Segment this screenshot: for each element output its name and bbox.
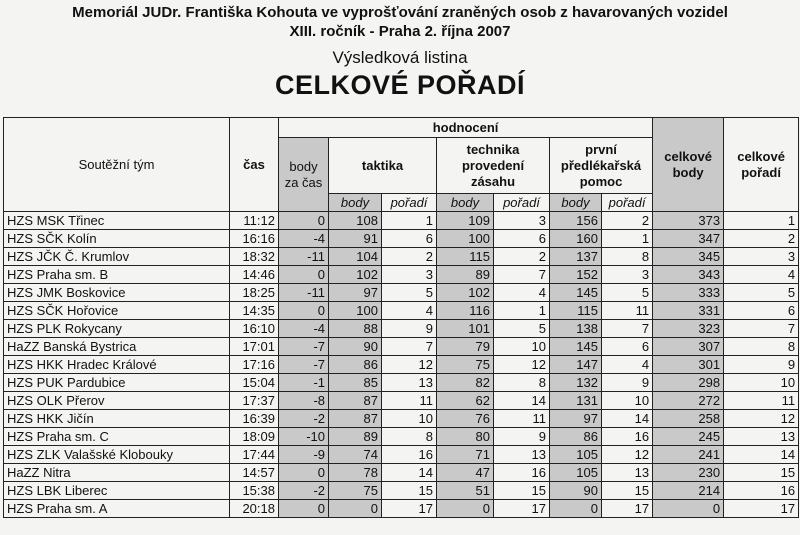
cell-total-rank: 8 [724,338,799,356]
cell-technique-points: 101 [437,320,494,338]
cell-first-aid-points: 105 [550,464,602,482]
cell-tactics-rank: 17 [382,500,437,518]
table-row [4,302,799,320]
cell-first-aid-rank: 15 [602,482,653,500]
header-technique-rank: pořadí [494,194,550,212]
cell-first-aid-rank: 9 [602,374,653,392]
cell-tactics-points: 87 [329,392,382,410]
cell-time: 11:12 [230,212,279,230]
header-first-aid: první předlékařská pomoc [550,138,653,194]
cell-tactics-rank: 10 [382,410,437,428]
cell-tactics-points: 104 [329,248,382,266]
cell-total-points: 241 [653,446,724,464]
table-row [4,410,799,428]
cell-tactics-points: 86 [329,356,382,374]
cell-total-rank: 9 [724,356,799,374]
results-label: Výsledková listina [332,48,468,67]
cell-total-rank: 13 [724,428,799,446]
table-row [4,212,799,230]
cell-tactics-rank: 3 [382,266,437,284]
cell-first-aid-points: 156 [550,212,602,230]
cell-technique-points: 80 [437,428,494,446]
cell-first-aid-rank: 5 [602,284,653,302]
cell-total-points: 323 [653,320,724,338]
cell-team: HZS JČK Č. Krumlov [4,248,230,266]
cell-total-rank: 4 [724,266,799,284]
cell-total-rank: 12 [724,410,799,428]
cell-time: 18:25 [230,284,279,302]
table-row [4,392,799,410]
cell-total-rank: 7 [724,320,799,338]
header-total-points: celkové body [653,118,724,212]
cell-first-aid-points: 145 [550,284,602,302]
cell-total-rank: 10 [724,374,799,392]
cell-first-aid-rank: 11 [602,302,653,320]
cell-time-points: -11 [279,284,329,302]
table-row [4,374,799,392]
cell-tactics-points: 85 [329,374,382,392]
cell-total-rank: 1 [724,212,799,230]
cell-first-aid-rank: 14 [602,410,653,428]
cell-tactics-rank: 15 [382,482,437,500]
cell-total-points: 258 [653,410,724,428]
cell-first-aid-rank: 8 [602,248,653,266]
cell-technique-points: 100 [437,230,494,248]
cell-time: 20:18 [230,500,279,518]
cell-tactics-rank: 2 [382,248,437,266]
cell-technique-rank: 7 [494,266,550,284]
cell-tactics-points: 100 [329,302,382,320]
cell-first-aid-points: 152 [550,266,602,284]
cell-tactics-rank: 1 [382,212,437,230]
cell-tactics-points: 0 [329,500,382,518]
cell-team: HZS Praha sm. B [4,266,230,284]
header-first-aid-rank: pořadí [602,194,653,212]
cell-first-aid-rank: 7 [602,320,653,338]
header-time-points: body za čas [279,138,329,212]
cell-tactics-rank: 14 [382,464,437,482]
cell-total-rank: 2 [724,230,799,248]
cell-total-points: 230 [653,464,724,482]
cell-time: 16:39 [230,410,279,428]
cell-team: HZS Praha sm. A [4,500,230,518]
cell-tactics-rank: 8 [382,428,437,446]
cell-team: HZS PLK Rokycany [4,320,230,338]
header-team: Soutěžní tým [4,118,230,212]
cell-first-aid-points: 145 [550,338,602,356]
cell-tactics-rank: 9 [382,320,437,338]
table-row [4,356,799,374]
table-row [4,446,799,464]
cell-tactics-points: 87 [329,410,382,428]
cell-first-aid-rank: 6 [602,338,653,356]
cell-first-aid-rank: 2 [602,212,653,230]
header-total-rank: celkové pořadí [724,118,799,212]
event-title: Memoriál JUDr. Františka Kohouta ve vyprošťování zraněných osob z havarovaných vozidel [72,4,728,21]
cell-tactics-rank: 4 [382,302,437,320]
cell-team: HZS SČK Kolín [4,230,230,248]
cell-time-points: 0 [279,212,329,230]
cell-tactics-rank: 16 [382,446,437,464]
table-row [4,230,799,248]
table-row [4,428,799,446]
cell-technique-rank: 3 [494,212,550,230]
table-row [4,284,799,302]
cell-technique-points: 82 [437,374,494,392]
cell-first-aid-points: 131 [550,392,602,410]
cell-time-points: -4 [279,320,329,338]
cell-team: HZS LBK Liberec [4,482,230,500]
cell-technique-rank: 5 [494,320,550,338]
cell-first-aid-points: 138 [550,320,602,338]
cell-time: 15:38 [230,482,279,500]
cell-first-aid-rank: 3 [602,266,653,284]
table-row [4,266,799,284]
cell-team: HaZZ Nitra [4,464,230,482]
cell-time-points: -9 [279,446,329,464]
event-subtitle: XIII. ročník - Praha 2. října 2007 [289,23,511,40]
cell-time: 18:32 [230,248,279,266]
cell-total-rank: 14 [724,446,799,464]
cell-first-aid-points: 137 [550,248,602,266]
cell-time-points: -2 [279,482,329,500]
cell-technique-points: 79 [437,338,494,356]
cell-technique-rank: 2 [494,248,550,266]
cell-total-points: 298 [653,374,724,392]
cell-technique-rank: 17 [494,500,550,518]
results-table [3,117,799,518]
cell-total-rank: 6 [724,302,799,320]
cell-time: 15:04 [230,374,279,392]
cell-tactics-points: 108 [329,212,382,230]
cell-time-points: -7 [279,338,329,356]
cell-total-rank: 3 [724,248,799,266]
header-time: čas [230,118,279,212]
cell-technique-rank: 8 [494,374,550,392]
cell-tactics-points: 88 [329,320,382,338]
cell-tactics-points: 75 [329,482,382,500]
cell-technique-rank: 11 [494,410,550,428]
cell-first-aid-points: 115 [550,302,602,320]
cell-technique-points: 62 [437,392,494,410]
cell-total-rank: 5 [724,284,799,302]
cell-time: 17:01 [230,338,279,356]
cell-technique-points: 102 [437,284,494,302]
cell-time: 17:44 [230,446,279,464]
cell-team: HZS SČK Hořovice [4,302,230,320]
cell-technique-points: 47 [437,464,494,482]
cell-technique-rank: 15 [494,482,550,500]
cell-time-points: -1 [279,374,329,392]
header-tactics-points: body [329,194,382,212]
cell-tactics-points: 102 [329,266,382,284]
cell-technique-points: 89 [437,266,494,284]
cell-time-points: 0 [279,464,329,482]
cell-first-aid-rank: 10 [602,392,653,410]
header-first-aid-points: body [550,194,602,212]
header-technique-points: body [437,194,494,212]
cell-total-points: 333 [653,284,724,302]
cell-total-rank: 11 [724,392,799,410]
table-row [4,338,799,356]
cell-tactics-rank: 7 [382,338,437,356]
cell-team: HZS ZLK Valašské Klobouky [4,446,230,464]
cell-technique-rank: 16 [494,464,550,482]
cell-technique-points: 115 [437,248,494,266]
cell-total-points: 307 [653,338,724,356]
cell-tactics-rank: 6 [382,230,437,248]
cell-tactics-points: 78 [329,464,382,482]
cell-technique-rank: 10 [494,338,550,356]
cell-first-aid-rank: 12 [602,446,653,464]
cell-time-points: -8 [279,392,329,410]
cell-first-aid-points: 105 [550,446,602,464]
cell-tactics-points: 74 [329,446,382,464]
cell-first-aid-rank: 16 [602,428,653,446]
cell-technique-rank: 13 [494,446,550,464]
cell-technique-rank: 1 [494,302,550,320]
cell-team: HZS HKK Hradec Králové [4,356,230,374]
cell-team: HZS PUK Pardubice [4,374,230,392]
cell-total-points: 331 [653,302,724,320]
cell-first-aid-points: 90 [550,482,602,500]
cell-total-rank: 15 [724,464,799,482]
cell-technique-points: 75 [437,356,494,374]
cell-first-aid-points: 97 [550,410,602,428]
header-hodnoceni: hodnocení [279,118,653,138]
cell-technique-points: 51 [437,482,494,500]
cell-total-points: 272 [653,392,724,410]
cell-first-aid-rank: 13 [602,464,653,482]
cell-first-aid-rank: 1 [602,230,653,248]
table-row [4,482,799,500]
cell-team: HZS MSK Třinec [4,212,230,230]
cell-tactics-points: 89 [329,428,382,446]
cell-time: 14:57 [230,464,279,482]
cell-tactics-points: 91 [329,230,382,248]
cell-technique-points: 76 [437,410,494,428]
cell-total-points: 345 [653,248,724,266]
table-row [4,500,799,518]
cell-tactics-rank: 13 [382,374,437,392]
cell-team: HZS OLK Přerov [4,392,230,410]
cell-technique-points: 109 [437,212,494,230]
cell-total-points: 245 [653,428,724,446]
cell-technique-rank: 14 [494,392,550,410]
cell-first-aid-points: 86 [550,428,602,446]
cell-total-points: 214 [653,482,724,500]
cell-total-points: 373 [653,212,724,230]
cell-team: HZS JMK Boskovice [4,284,230,302]
cell-tactics-points: 90 [329,338,382,356]
cell-first-aid-points: 160 [550,230,602,248]
cell-time: 16:10 [230,320,279,338]
cell-technique-points: 71 [437,446,494,464]
cell-tactics-rank: 5 [382,284,437,302]
cell-technique-rank: 9 [494,428,550,446]
cell-first-aid-points: 0 [550,500,602,518]
cell-tactics-rank: 11 [382,392,437,410]
cell-tactics-rank: 12 [382,356,437,374]
cell-technique-rank: 6 [494,230,550,248]
header-tactics: taktika [329,138,437,194]
cell-time: 14:35 [230,302,279,320]
cell-team: HZS HKK Jičín [4,410,230,428]
table-row [4,320,799,338]
cell-first-aid-rank: 4 [602,356,653,374]
cell-first-aid-points: 132 [550,374,602,392]
cell-time-points: 0 [279,266,329,284]
cell-first-aid-rank: 17 [602,500,653,518]
cell-technique-rank: 12 [494,356,550,374]
cell-team: HZS Praha sm. C [4,428,230,446]
cell-time-points: -4 [279,230,329,248]
page-title: CELKOVÉ POŘADÍ [274,70,526,100]
cell-team: HaZZ Banská Bystrica [4,338,230,356]
cell-technique-points: 116 [437,302,494,320]
header-technique: technika provedení zásahu [437,138,550,194]
cell-technique-points: 0 [437,500,494,518]
cell-tactics-points: 97 [329,284,382,302]
table-row [4,464,799,482]
cell-time-points: 0 [279,500,329,518]
cell-time: 17:37 [230,392,279,410]
cell-time: 17:16 [230,356,279,374]
cell-technique-rank: 4 [494,284,550,302]
cell-time-points: 0 [279,302,329,320]
cell-time: 16:16 [230,230,279,248]
cell-total-points: 343 [653,266,724,284]
cell-time-points: -10 [279,428,329,446]
header-tactics-rank: pořadí [382,194,437,212]
cell-total-points: 347 [653,230,724,248]
cell-time-points: -2 [279,410,329,428]
cell-time-points: -11 [279,248,329,266]
table-row [4,248,799,266]
cell-total-rank: 17 [724,500,799,518]
cell-total-points: 0 [653,500,724,518]
cell-total-points: 301 [653,356,724,374]
cell-time: 14:46 [230,266,279,284]
cell-time: 18:09 [230,428,279,446]
cell-time-points: -7 [279,356,329,374]
cell-first-aid-points: 147 [550,356,602,374]
cell-total-rank: 16 [724,482,799,500]
